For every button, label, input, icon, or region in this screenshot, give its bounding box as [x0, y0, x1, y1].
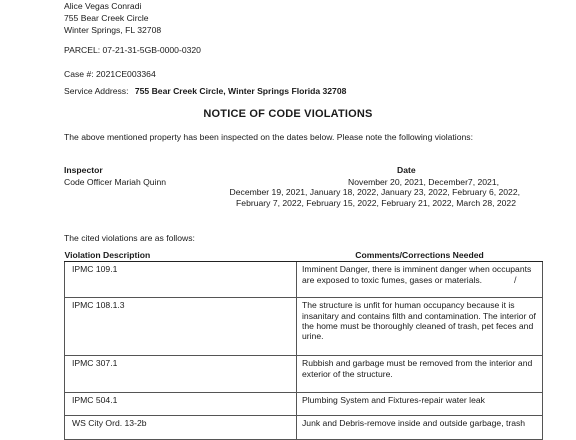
violation-code: IPMC 109.1 [65, 262, 297, 298]
table-header-row [65, 250, 543, 262]
date-line-2: December 19, 2021, January 18, 2022, January 23, 2022, February 6, 2022, [229, 187, 520, 197]
pen-mark: / [514, 275, 517, 285]
violations-table [64, 250, 543, 440]
recipient-street: 755 Bear Creek Circle [64, 13, 149, 23]
column-header-violation: Violation Description [65, 250, 297, 262]
table-row [65, 262, 543, 298]
notice-title: NOTICE OF CODE VIOLATIONS [203, 108, 373, 120]
inspector-header: Inspector [64, 165, 103, 175]
violation-code: IPMC 504.1 [65, 393, 297, 416]
violation-code: IPMC 307.1 [65, 356, 297, 393]
inspector-name: Code Officer Mariah Quinn [64, 177, 167, 187]
violation-comment: Junk and Debris-remove inside and outside garbage, trash [297, 416, 543, 440]
date-line-1: November 20, 2021, December7, 2021, [348, 177, 499, 187]
column-header-comments: Comments/Corrections Needed [297, 250, 543, 262]
table-row [65, 298, 543, 356]
table-row [65, 356, 543, 393]
violation-code: WS City Ord. 13-2b [65, 416, 297, 440]
service-address-label: Service Address: [64, 86, 129, 96]
table-row [65, 416, 543, 440]
date-header: Date [397, 165, 416, 175]
recipient-city: Winter Springs, FL 32708 [64, 25, 162, 35]
service-address [64, 86, 346, 96]
violation-comment: Plumbing System and Fixtures-repair water leak [297, 393, 543, 416]
violation-code: IPMC 108.1.3 [65, 298, 297, 356]
cited-intro: The cited violations are as follows: [64, 233, 195, 243]
service-address-value: 755 Bear Creek Circle, Winter Springs Florida 32708 [134, 86, 347, 96]
violation-comment: Rubbish and garbage must be removed from the interior and exterior of the structure. [297, 356, 543, 393]
case-number: Case #: 2021CE003364 [64, 69, 156, 79]
table-row [65, 393, 543, 416]
intro-text: The above mentioned property has been inspected on the dates below. Please note the following violations: [64, 132, 473, 142]
violation-comment: Imminent Danger, there is imminent danger when occupants are exposed to toxic fumes, gases or materials. [297, 262, 543, 298]
date-line-3: February 7, 2022, February 15, 2022, February 21, 2022, March 28, 2022 [236, 198, 516, 208]
parcel-number: PARCEL: 07-21-31-5GB-0000-0320 [64, 45, 201, 55]
violation-comment: The structure is unfit for human occupancy because it is insanitary and contains filth and contamination. The interior of the home must be thoroughly cleaned of trash, pet feces and urine. [297, 298, 543, 356]
recipient-name: Alice Vegas Conradi [64, 1, 142, 11]
